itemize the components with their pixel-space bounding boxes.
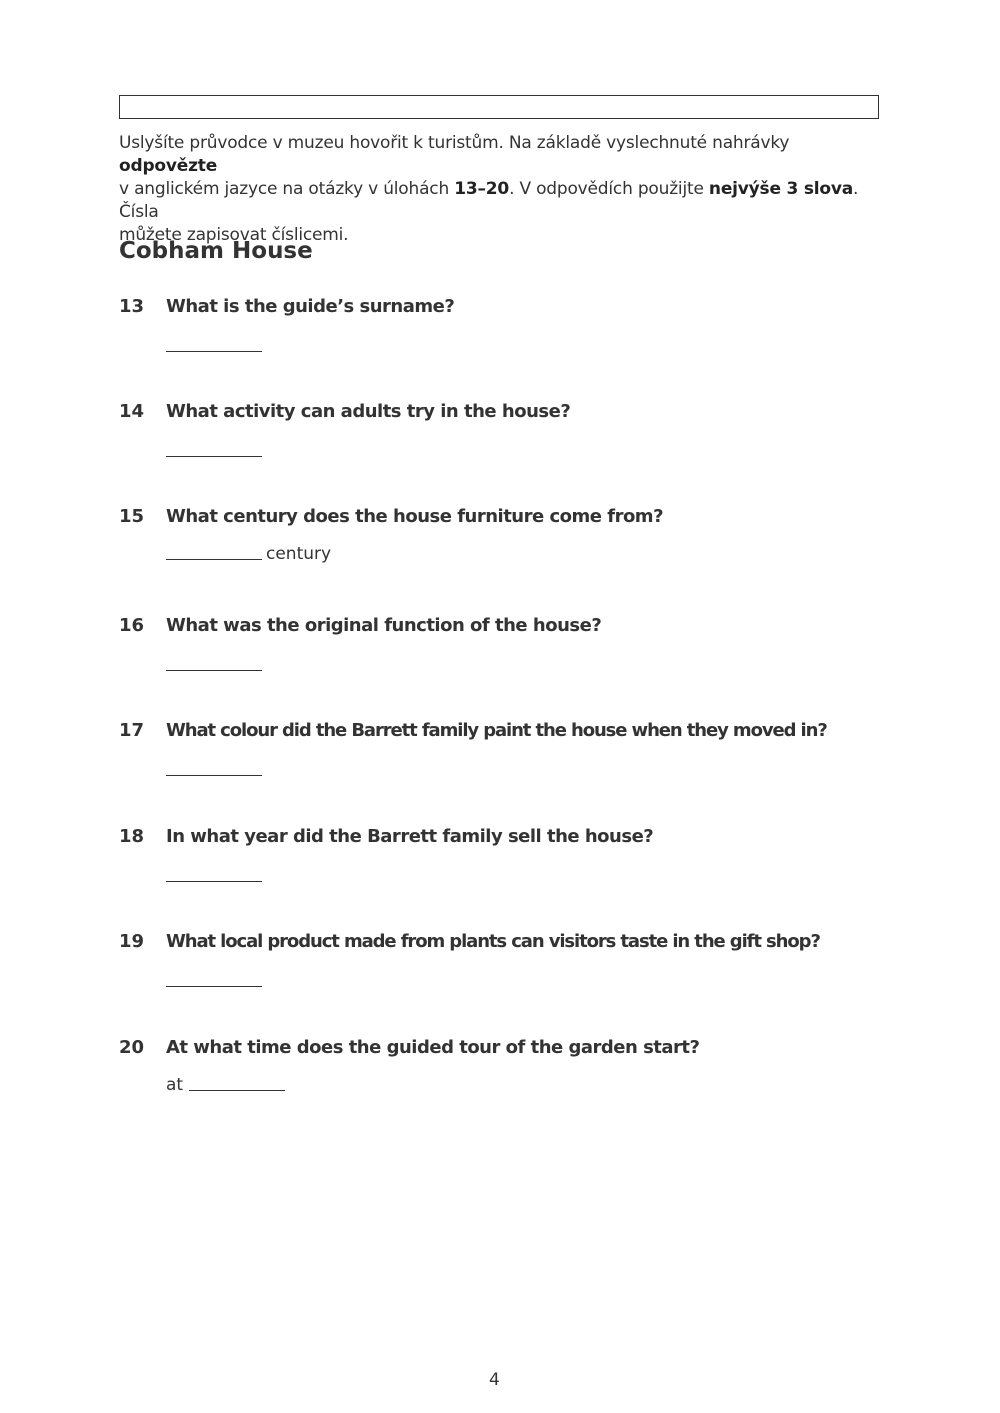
question-number: 20 (119, 1037, 145, 1058)
section-title: Cobham House (119, 238, 313, 264)
answer-prefix: at (166, 1075, 184, 1095)
question-number: 16 (119, 615, 145, 636)
answer-blank[interactable] (166, 559, 262, 560)
answer-blank[interactable] (166, 351, 262, 352)
question-number: 17 (119, 720, 145, 741)
question-text: At what time does the guided tour of the garden start? (166, 1037, 700, 1058)
question-text: What was the original function of the house? (166, 615, 602, 636)
instructions-line-3: můžete zapisovat číslicemi. (119, 225, 349, 245)
question-number: 14 (119, 401, 145, 422)
question-text: What activity can adults try in the house? (166, 401, 571, 422)
question-text: What colour did the Barrett family paint the house when they moved in? (166, 720, 827, 741)
answer-area (166, 967, 262, 989)
answer-area (166, 437, 262, 459)
page-number: 4 (489, 1370, 500, 1390)
instructions-bold-limit: nejvýše 3 slova (708, 179, 854, 199)
question-text: What is the guide’s surname? (166, 296, 455, 317)
instructions-bold-range: 13–20 (454, 179, 510, 199)
header-box (119, 95, 879, 119)
answer-blank[interactable] (166, 456, 262, 457)
instructions-line-2: v anglickém jazyce na otázky v úlohách 13–20. V odpovědích použijte nejvýše 3 slova. Čísla (119, 179, 859, 222)
question-number: 15 (119, 506, 145, 527)
question-text: What local product made from plants can visitors taste in the gift shop? (166, 931, 820, 952)
answer-area (166, 1073, 285, 1095)
question-text: In what year did the Barrett family sell the house? (166, 826, 654, 847)
answer-area (166, 651, 262, 673)
answer-area (166, 542, 331, 564)
answer-area (166, 756, 262, 778)
question-number: 13 (119, 296, 145, 317)
answer-suffix: century (266, 544, 332, 564)
instructions-bold-answer: odpovězte (119, 156, 218, 176)
answer-blank[interactable] (166, 986, 262, 987)
instructions-line-1: Uslyšíte průvodce v muzeu hovořit k turistům. Na základě vyslechnuté nahrávky odpovězte (119, 133, 790, 176)
question-number: 18 (119, 826, 145, 847)
answer-blank[interactable] (189, 1090, 285, 1091)
answer-blank[interactable] (166, 775, 262, 776)
answer-area (166, 862, 262, 884)
answer-blank[interactable] (166, 670, 262, 671)
question-number: 19 (119, 931, 145, 952)
instructions (119, 132, 864, 247)
answer-area (166, 332, 262, 354)
answer-blank[interactable] (166, 881, 262, 882)
question-text: What century does the house furniture come from? (166, 506, 664, 527)
